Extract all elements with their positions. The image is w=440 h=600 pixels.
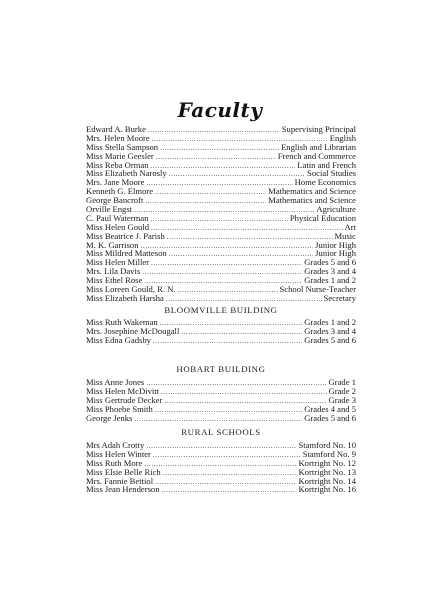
staff-name: Kenneth G. Elmore bbox=[86, 186, 154, 197]
staff-role: School Nurse-Teacher bbox=[279, 284, 356, 295]
staff-name: M. K. Garrison bbox=[86, 239, 139, 250]
staff-role: Stamford No. 10 bbox=[298, 440, 356, 450]
staff-role: Grades 4 and 5 bbox=[304, 403, 356, 414]
dot-leader bbox=[145, 197, 266, 206]
staff-name: Miss Elsie Belle Rich bbox=[86, 466, 161, 477]
staff-name: Miss Elizabeth Narosly bbox=[86, 168, 167, 179]
staff-role: Grades 5 and 6 bbox=[304, 257, 356, 268]
staff-role: Mathematics and Science bbox=[268, 186, 356, 197]
staff-role: Music bbox=[334, 230, 356, 241]
staff-name: Miss Anne Jones bbox=[86, 377, 145, 387]
staff-row bbox=[86, 336, 356, 345]
staff-name: Mrs Adah Crotty bbox=[86, 440, 145, 450]
staff-role: Supervising Principal bbox=[281, 124, 356, 134]
staff-name: Miss Phoebe Smith bbox=[86, 403, 153, 414]
page-title: Faculty bbox=[177, 98, 263, 122]
dot-leader bbox=[156, 153, 276, 162]
staff-role: Grades 5 and 6 bbox=[304, 334, 356, 345]
staff-name: Miss Helen Gould bbox=[86, 221, 150, 232]
staff-row bbox=[86, 485, 356, 494]
staff-role: Agriculture bbox=[316, 204, 356, 215]
dot-leader bbox=[155, 478, 296, 487]
staff-role: Grade 1 bbox=[328, 377, 356, 387]
staff-row bbox=[86, 414, 356, 423]
staff-name: Miss Marie Geesler bbox=[86, 150, 154, 161]
staff-name: George Bancroft bbox=[86, 195, 144, 206]
dot-leader bbox=[146, 442, 296, 451]
staff-role: Kortright No. 13 bbox=[298, 466, 356, 477]
staff-role: Grade 2 bbox=[328, 385, 356, 396]
dot-leader bbox=[155, 188, 266, 197]
hobart-list bbox=[86, 378, 356, 422]
staff-role: English and Librarian bbox=[281, 141, 356, 152]
staff-role: Secretary bbox=[323, 292, 356, 303]
bloomville-heading: BLOOMVILLE BUILDING bbox=[164, 305, 278, 315]
staff-name: Orville Engst bbox=[86, 204, 133, 215]
staff-role: Grades 3 and 4 bbox=[304, 266, 356, 277]
staff-name: C. Paul Waterman bbox=[86, 212, 149, 223]
staff-name: Mrs. Fannie Bettiol bbox=[86, 475, 154, 486]
staff-role: Latin and French bbox=[297, 159, 356, 170]
staff-role: Grades 1 and 2 bbox=[304, 275, 356, 286]
dot-leader bbox=[167, 233, 333, 242]
dot-leader bbox=[148, 126, 280, 135]
rural-heading: RURAL SCHOOLS bbox=[181, 427, 261, 437]
dot-leader bbox=[169, 170, 305, 179]
dot-leader bbox=[178, 286, 278, 295]
dot-leader bbox=[146, 379, 326, 388]
dot-leader bbox=[153, 337, 302, 346]
dot-leader bbox=[150, 215, 287, 224]
staff-name: Miss Elizabeth Harsha bbox=[86, 292, 164, 303]
staff-name: Miss Stella Sampson bbox=[86, 141, 159, 152]
faculty-list bbox=[86, 125, 356, 303]
dot-leader bbox=[181, 328, 302, 337]
staff-name: Miss Edna Gadsby bbox=[86, 334, 151, 345]
staff-role: Kortright No. 14 bbox=[298, 475, 356, 486]
staff-role: Home Economics bbox=[294, 177, 356, 188]
staff-name: Miss Ruth More bbox=[86, 457, 143, 468]
staff-name: Miss Beatrice J. Parish bbox=[86, 230, 165, 241]
staff-name: Miss Loreen Gould, R. N. bbox=[86, 284, 176, 295]
staff-role: Kortright No. 12 bbox=[298, 457, 356, 468]
staff-name: Miss Gertrude Decker bbox=[86, 394, 163, 405]
staff-name: Miss Helen McDivitt bbox=[86, 385, 160, 396]
dot-leader bbox=[151, 259, 302, 268]
dot-leader bbox=[160, 319, 302, 328]
dot-leader bbox=[169, 250, 313, 259]
staff-name: Mrs. Josephine McDougall bbox=[86, 325, 180, 336]
staff-name: Miss Helen Winter bbox=[86, 448, 151, 459]
staff-name: Miss Jean Henderson bbox=[86, 484, 160, 495]
dot-leader bbox=[151, 224, 343, 233]
staff-name: Mrs. Jane Moore bbox=[86, 177, 145, 188]
dot-leader bbox=[144, 460, 296, 469]
staff-role: English bbox=[329, 132, 356, 143]
bloomville-list bbox=[86, 318, 356, 345]
dot-leader bbox=[161, 388, 327, 397]
staff-role: Stamford No. 9 bbox=[302, 448, 356, 459]
staff-role: Grades 1 and 2 bbox=[304, 317, 356, 327]
staff-name: Miss Reba Orman bbox=[86, 159, 149, 170]
staff-role: Grades 5 and 6 bbox=[304, 412, 356, 423]
staff-name: Miss Mildred Matteson bbox=[86, 248, 167, 259]
hobart-heading: HOBART BUILDING bbox=[176, 364, 266, 374]
dot-leader bbox=[151, 162, 296, 171]
staff-role: Grades 3 and 4 bbox=[304, 325, 356, 336]
staff-role: Junior High bbox=[315, 239, 356, 250]
staff-role: Art bbox=[344, 221, 356, 232]
dot-leader bbox=[163, 469, 297, 478]
dot-leader bbox=[134, 206, 314, 215]
staff-name: Miss Ruth Wakeman bbox=[86, 317, 158, 327]
staff-name: Mrs. Lila Davis bbox=[86, 266, 141, 277]
staff-row bbox=[86, 294, 356, 303]
staff-role: French and Commerce bbox=[277, 150, 356, 161]
dot-leader bbox=[134, 415, 302, 424]
dot-leader bbox=[153, 451, 301, 460]
dot-leader bbox=[164, 397, 326, 406]
staff-name: Miss Ethel Rose bbox=[86, 275, 143, 286]
dot-leader bbox=[142, 268, 302, 277]
staff-role: Grade 3 bbox=[328, 394, 356, 405]
dot-leader bbox=[162, 486, 297, 495]
staff-name: George Jenks bbox=[86, 412, 133, 423]
staff-role: Kortright No. 16 bbox=[298, 484, 356, 495]
staff-role: Mathematics and Science bbox=[268, 195, 356, 206]
staff-role: Social Studies bbox=[307, 168, 356, 179]
staff-role: Physical Education bbox=[289, 212, 356, 223]
staff-name: Edward A. Burke bbox=[86, 124, 146, 134]
dot-leader bbox=[166, 295, 322, 304]
staff-name: Miss Helen Miller bbox=[86, 257, 150, 268]
rural-list bbox=[86, 441, 356, 494]
staff-role: Junior High bbox=[315, 248, 356, 259]
dot-leader bbox=[160, 144, 279, 153]
dot-leader bbox=[155, 406, 302, 415]
staff-name: Mrs. Helen Moore bbox=[86, 132, 150, 143]
